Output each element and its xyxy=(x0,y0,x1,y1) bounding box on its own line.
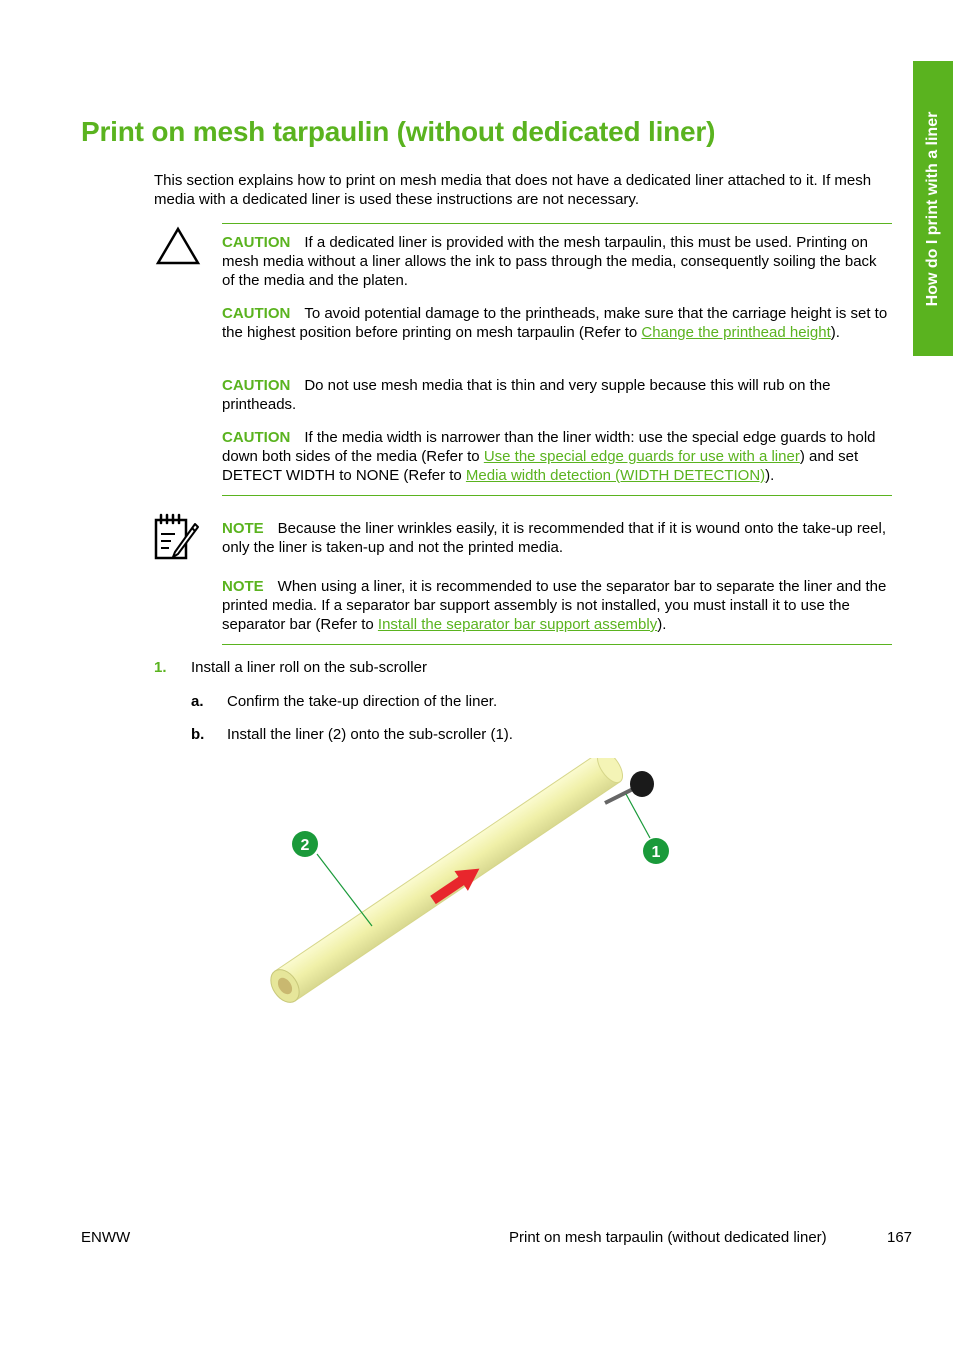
callout-2-label: 2 xyxy=(300,837,310,854)
footer-left: ENWW xyxy=(81,1229,131,1246)
substep-text: Install the liner (2) onto the sub-scroller (1). xyxy=(227,726,513,743)
link-media-width-detection[interactable]: Media width detection (WIDTH DETECTION) xyxy=(465,467,766,484)
caution-text-mid: ) and set DETECT WIDTH to NONE (Refer to xyxy=(222,448,859,484)
caution-text: To avoid potential damage to the printheads, make sure that the carriage height is set to the highest position before printing on mesh tarpaulin (Refer to xyxy=(222,305,888,341)
substep-letter: a. xyxy=(191,693,204,710)
substep-letter: b. xyxy=(191,726,205,743)
callout-2-leader xyxy=(317,854,372,926)
link-special-edge-guards[interactable]: Use the special edge guards for use with a liner xyxy=(483,448,800,465)
footer-page-number: 167 xyxy=(887,1229,913,1246)
note-text: When using a liner, it is recommended to use the separator bar to separate the liner and the printed media. If a separator bar support assembly is not installed, you must install it to use the separator bar (Refer to xyxy=(222,578,887,633)
liner-roll xyxy=(265,758,628,1008)
caution-text: Do not use mesh media that is thin and very supple because this will rub on the printheads. xyxy=(222,377,831,413)
note-2 xyxy=(222,577,892,634)
caution-2 xyxy=(222,304,892,342)
caution-top-rule xyxy=(222,223,892,224)
caution-label: CAUTION xyxy=(222,377,291,394)
note-text-end: ). xyxy=(657,616,667,633)
substep-text: Confirm the take-up direction of the liner. xyxy=(227,693,498,710)
page-title: Print on mesh tarpaulin (without dedicated liner) xyxy=(81,116,716,147)
caution-triangle-icon xyxy=(155,226,201,266)
caution-label: CAUTION xyxy=(222,305,291,322)
liner-roll-illustration xyxy=(225,758,685,1018)
caution-label: CAUTION xyxy=(222,234,291,251)
caution-text-end: ). xyxy=(830,324,840,341)
note-label: NOTE xyxy=(222,578,264,595)
caution-3 xyxy=(222,376,892,414)
callout-1-leader xyxy=(626,794,650,838)
link-install-separator-bar[interactable]: Install the separator bar support assembly xyxy=(377,616,658,633)
caution-1 xyxy=(222,233,892,290)
note-notepad-icon xyxy=(153,512,201,562)
caution-label: CAUTION xyxy=(222,429,291,446)
note-label: NOTE xyxy=(222,520,264,537)
note-bottom-rule xyxy=(222,644,892,645)
link-change-printhead-height[interactable]: Change the printhead height xyxy=(641,324,831,341)
step-text: Install a liner roll on the sub-scroller xyxy=(191,659,427,676)
sub-scroller-knob xyxy=(630,771,654,797)
caution-text: If the media width is narrower than the liner width: use the special edge guards to hold down both sides of the media (Refer to xyxy=(222,429,876,465)
intro-paragraph: This section explains how to print on mesh media that does not have a dedicated liner attached to it. If mesh media with a dedicated liner is used these instructions are not necessary. xyxy=(154,172,872,208)
chapter-side-tab xyxy=(913,61,953,356)
caution-bottom-rule xyxy=(222,495,892,496)
caution-text-end: ). xyxy=(765,467,775,484)
chapter-side-tab-label: How do I print with a liner xyxy=(924,111,941,306)
note-1 xyxy=(222,519,892,557)
caution-text: If a dedicated liner is provided with the mesh tarpaulin, this must be used. Printing on mesh media without a liner allows the ink to pass through the media, consequently soiling the back of the media and the platen. xyxy=(222,234,877,289)
callout-1-label: 1 xyxy=(651,844,661,861)
caution-4 xyxy=(222,428,892,485)
step-number: 1. xyxy=(154,659,167,676)
footer-section-title: Print on mesh tarpaulin (without dedicated liner) xyxy=(509,1229,827,1246)
note-text: Because the liner wrinkles easily, it is recommended that if it is wound onto the take-up reel, only the liner is taken-up and not the printed media. xyxy=(222,520,887,556)
